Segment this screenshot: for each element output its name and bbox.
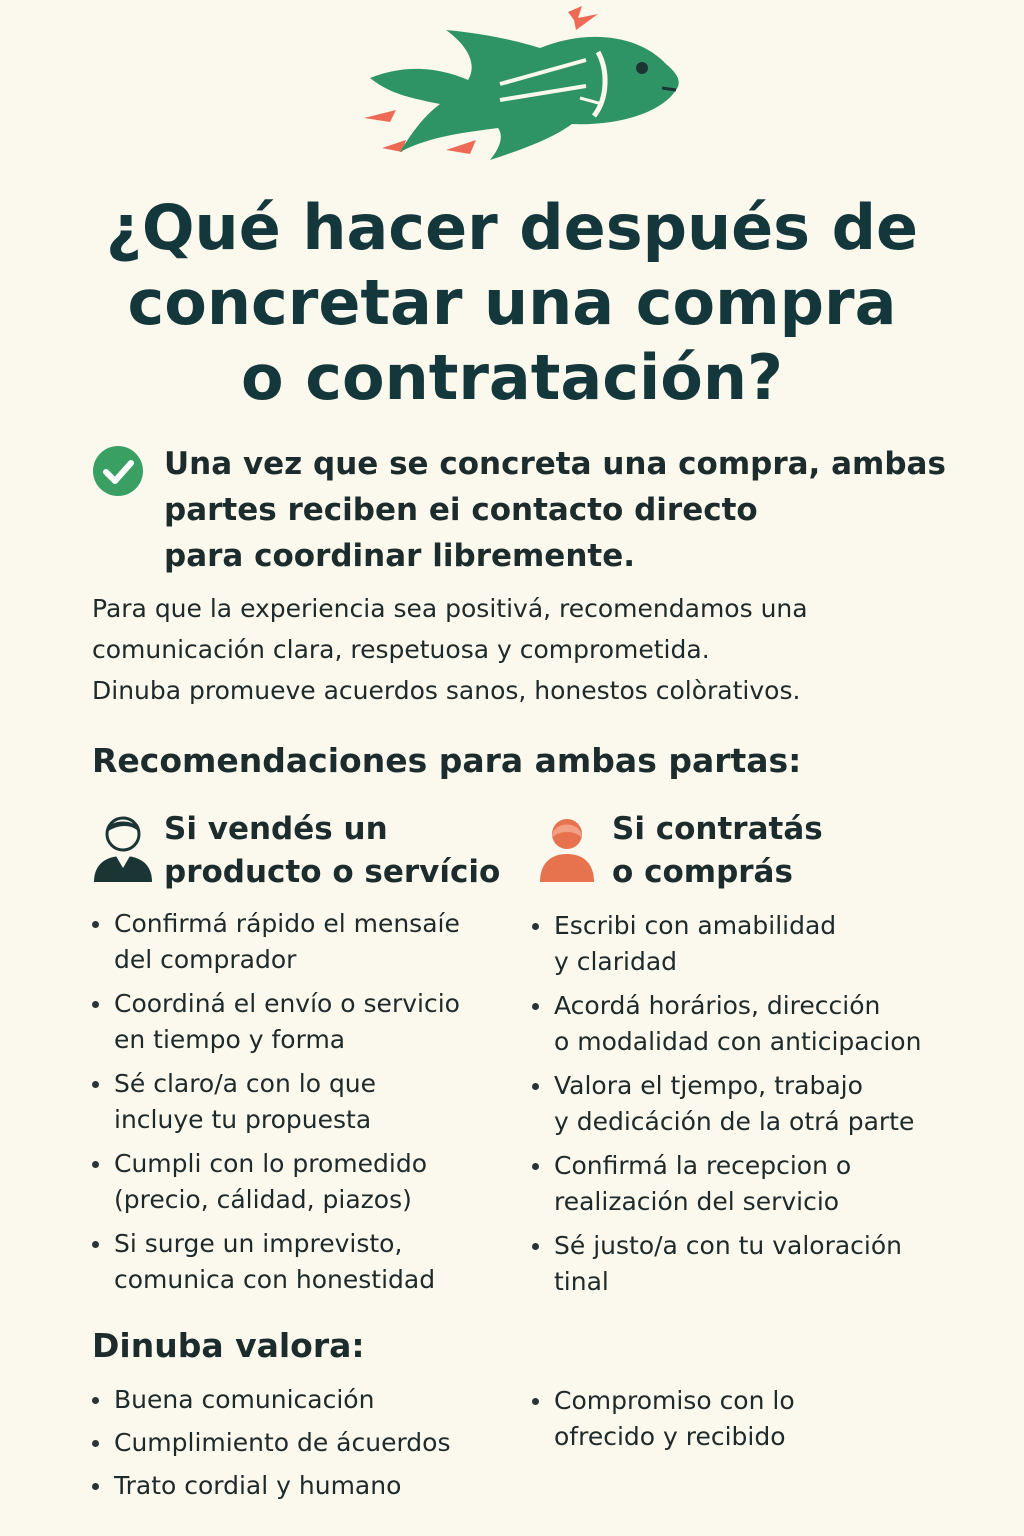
title-line: ¿Qué hacer después de [105,191,919,264]
list-item: Trato cordial y humano [92,1468,512,1504]
intro-paragraph-line: Para que la experiencia sea positivá, recomendamos una [92,594,808,623]
values-list-left [92,1382,512,1511]
list-item-line: Confirmá la recepcion o [554,1151,852,1180]
seller-heading-line: producto o servício [164,854,501,890]
list-item-line: Si surge un imprevisto, [114,1229,403,1258]
intro-paragraph-line: comunicación clara, respetuosa y comprometida. [92,635,710,664]
list-item-line: Confirmá rápido el mensaíe [114,909,460,938]
list-item-line: o modalidad con anticipacion [554,1027,922,1056]
list-item-line: tinal [554,1267,609,1296]
seller-heading-line: Si vendés un [164,811,388,847]
buyer-heading-line: o comprás [612,854,793,890]
fish-logo-icon [350,0,700,175]
list-item-line: Sé justo/a con tu valoración [554,1231,903,1260]
list-item-line: y claridad [554,947,678,976]
list-item [92,906,512,978]
list-item [532,1383,952,1455]
list-item [532,908,972,980]
person-icon [92,812,154,884]
recommendations-title: Recomendaciones para ambas partas: [92,741,802,780]
intro-paragraph [92,588,992,711]
buyer-list [532,908,972,1308]
list-item-line: Sé claro/a con lo que [114,1069,377,1098]
list-item-line: y dedicáción de la otrá parte [554,1107,915,1136]
list-item-line: incluye tu propuesta [114,1105,372,1134]
list-item [92,1146,512,1218]
title-line: concretar una compra [127,266,897,339]
list-item [92,1066,512,1138]
intro-highlight-line: partes reciben ei contacto directo [164,492,758,528]
list-item [532,1148,972,1220]
list-item-line: Coordiná el envío o servicio [114,989,460,1018]
seller-heading [164,808,534,894]
intro-highlight-line: Una vez que se concreta una compra, ambas [164,446,946,482]
buyer-heading-line: Si contratás [612,811,823,847]
list-item-line: del comprador [114,945,297,974]
list-item: Buena comunicación [92,1382,512,1418]
list-item [532,988,972,1060]
page-title [0,190,1024,415]
list-item-line: ofrecido y recibido [554,1422,786,1451]
list-item-line: Acordá horários, dirección [554,991,881,1020]
list-item-line: Valora el tjempo, trabajo [554,1071,863,1100]
list-item-line: realización del servicio [554,1187,840,1216]
list-item [92,1226,512,1298]
values-list-right [532,1383,952,1462]
list-item-line: Escribi con amabilidad [554,911,837,940]
list-item: Cumplimiento de ácuerdos [92,1425,512,1461]
person-icon [536,812,598,884]
list-item-line: comunica con honestidad [114,1265,436,1294]
list-item [92,986,512,1058]
title-line: o contratación? [241,341,783,414]
check-circle-icon [92,445,144,497]
list-item-line: en tiempo y forma [114,1025,346,1054]
values-title: Dinuba valora: [92,1326,365,1365]
intro-paragraph-line: Dinuba promueve acuerdos sanos, honestos colòrativos. [92,676,801,705]
list-item-line: Compromiso con lo [554,1386,795,1415]
seller-list [92,906,512,1306]
list-item [532,1068,972,1140]
list-item [532,1228,972,1300]
intro-highlight [164,441,994,579]
list-item-line: Cumpli con lo promedido [114,1149,427,1178]
intro-highlight-line: para coordinar libremente. [164,538,636,574]
buyer-heading [612,808,982,894]
list-item-line: (precio, cálidad, piazos) [114,1185,412,1214]
